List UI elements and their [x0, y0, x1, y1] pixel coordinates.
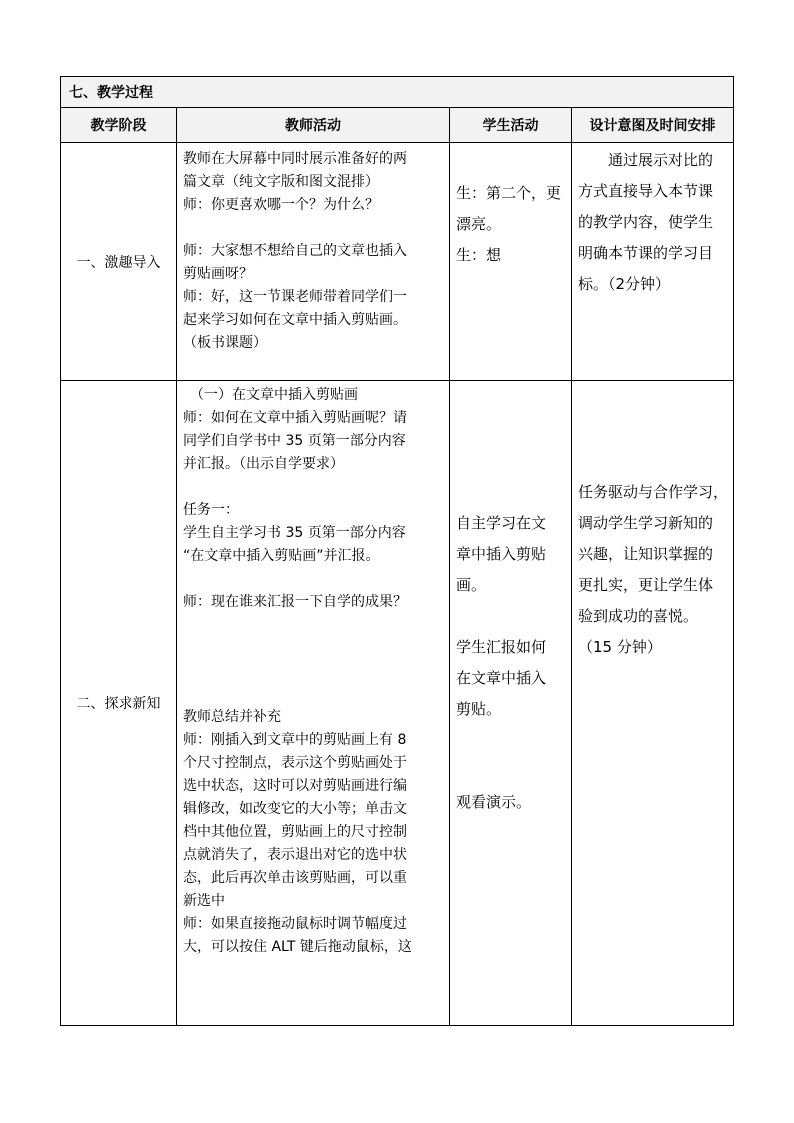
- header-design-intent: 设计意图及时间安排: [572, 108, 734, 143]
- teacher-line: 态，此后再次单击该剪贴画，可以重: [183, 870, 407, 886]
- student-line: 生：第二个，更: [456, 184, 562, 202]
- teacher-line: 大，可以按住 ALT 键后拖动鼠标，这: [183, 939, 412, 955]
- student-activity-cell: [450, 143, 572, 381]
- teacher-line: [183, 637, 449, 660]
- header-stage: 教学阶段: [61, 108, 177, 143]
- stage-cell: 一、激趣导入: [61, 143, 177, 381]
- teacher-activity-cell: [177, 381, 450, 1026]
- teacher-line: [183, 568, 449, 591]
- teacher-activity-cell: [177, 143, 450, 381]
- teacher-line: 师：刚插入到文章中的剪贴画上有 8: [183, 732, 407, 748]
- table-row-explore: [61, 381, 734, 1026]
- teacher-line: 师：你更喜欢哪一个？为什么？: [183, 197, 379, 213]
- stage-cell: 二、探求新知: [61, 381, 177, 1026]
- teacher-line: 辑修改，如改变它的大小等；单击文: [183, 801, 407, 817]
- design-line: 调动学生学习新知的: [578, 514, 714, 532]
- design-line: 验到成功的喜悦。: [578, 607, 699, 625]
- design-line: 通过展示对比的: [578, 151, 714, 169]
- teacher-line: [183, 217, 449, 240]
- teacher-line: 并汇报。（出示自学要求）: [183, 456, 344, 472]
- teacher-line: 师：如何在文章中插入剪贴画呢？请: [183, 410, 407, 426]
- teacher-line: （一）在文章中插入剪贴画: [183, 387, 358, 403]
- design-intent-cell: [572, 381, 734, 1026]
- design-intent-cell: [572, 143, 734, 381]
- lesson-process-table: [60, 76, 734, 1026]
- student-line: 漂亮。: [456, 215, 502, 233]
- teacher-line: 点就消失了，表示退出对它的选中状: [183, 847, 407, 863]
- student-line: [456, 756, 571, 787]
- teacher-line: 师：好，这一节课老师带着同学们一: [183, 289, 407, 305]
- student-line: 画。: [456, 576, 487, 594]
- student-line: 生：想: [456, 246, 502, 264]
- teacher-line: （板书课题）: [183, 335, 267, 351]
- teacher-line: [183, 476, 449, 499]
- teacher-line: 学生自主学习书 35 页第一部分内容: [183, 525, 406, 541]
- design-line: 更扎实，更让学生体: [578, 576, 714, 594]
- student-activity-cell: [450, 381, 572, 1026]
- student-line: [456, 601, 571, 632]
- teacher-line: 同学们自学书中 35 页第一部分内容: [183, 433, 406, 449]
- header-teacher-activity: 教师活动: [177, 108, 450, 143]
- teacher-line: 任务一：: [183, 502, 239, 518]
- teacher-line: 师：现在谁来汇报一下自学的成果？: [183, 594, 407, 610]
- teacher-line: 教师在大屏幕中同时展示准备好的两: [183, 151, 407, 167]
- teacher-line: [183, 614, 449, 637]
- teacher-line: 教师总结并补充: [183, 709, 281, 725]
- student-line: 章中插入剪贴: [456, 545, 547, 563]
- design-line: （15 分钟）: [578, 638, 662, 656]
- teacher-line: 师：大家想不想给自己的文章也插入: [183, 243, 407, 259]
- teacher-line: 剪贴画呀？: [183, 266, 253, 282]
- student-line: 观看演示。: [456, 793, 532, 811]
- student-line: 在文章中插入: [456, 669, 547, 687]
- teacher-line: 个尺寸控制点，表示这个剪贴画处于: [183, 755, 407, 771]
- teacher-line: [183, 683, 449, 706]
- student-line: 自主学习在文: [456, 514, 547, 532]
- student-line: [456, 725, 571, 756]
- teacher-line: 篇文章（纯文字版和图文混排）: [183, 174, 379, 190]
- design-line: 任务驱动与合作学习，: [578, 483, 729, 501]
- teacher-line: 选中状态，这时可以对剪贴画进行编: [183, 778, 407, 794]
- student-line: 剪贴。: [456, 700, 502, 718]
- teacher-line: 新选中: [183, 893, 225, 909]
- design-line: 兴趣，让知识掌握的: [578, 545, 714, 563]
- teacher-line: 起来学习如何在文章中插入剪贴画。: [183, 312, 407, 328]
- teacher-line: [183, 660, 449, 683]
- table-row-intro: [61, 143, 734, 381]
- teacher-line: 档中其他位置，剪贴画上的尺寸控制: [183, 824, 407, 840]
- teacher-line: 师：如果直接拖动鼠标时调节幅度过: [183, 916, 407, 932]
- design-line: 方式直接导入本节课: [578, 182, 714, 200]
- header-student-activity: 学生活动: [450, 108, 572, 143]
- design-line: 明确本节课的学习目: [578, 244, 714, 262]
- student-line: 学生汇报如何: [456, 638, 547, 656]
- teacher-line: “在文章中插入剪贴画”并汇报。: [183, 548, 380, 564]
- section-title: 七、教学过程: [61, 77, 734, 108]
- design-line: 标。（2分钟）: [578, 275, 671, 293]
- design-line: 的教学内容，使学生: [578, 213, 714, 231]
